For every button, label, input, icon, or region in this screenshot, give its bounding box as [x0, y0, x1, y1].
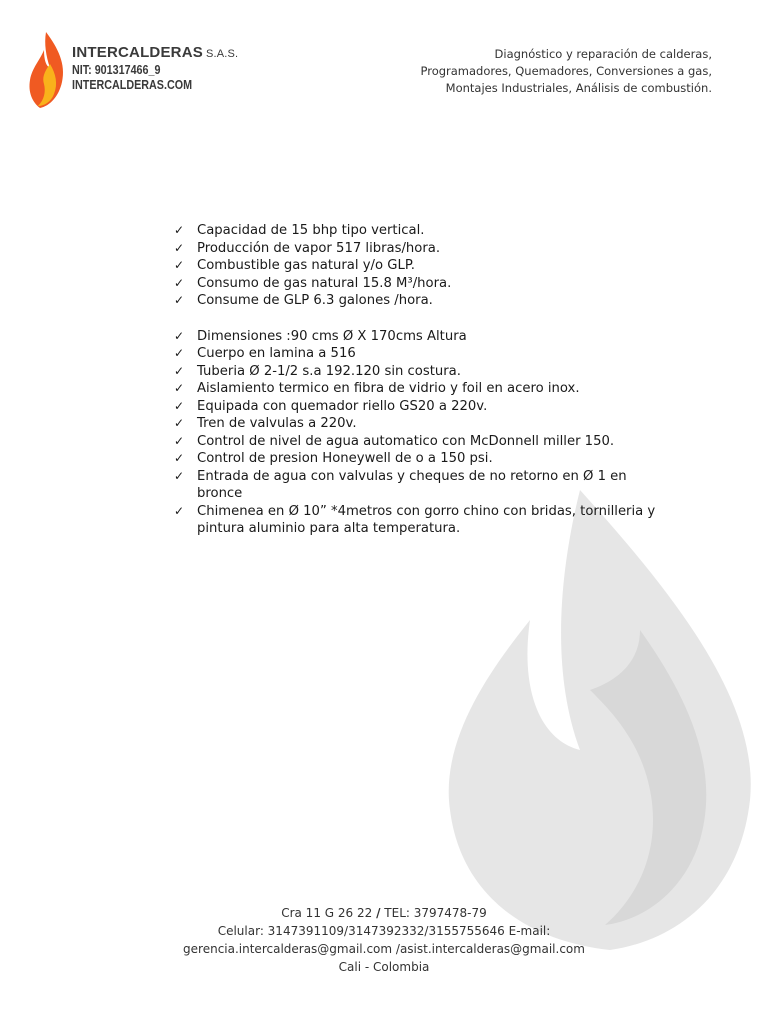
list-item	[174, 275, 664, 293]
spec-text: Tren de valvulas a 220v.	[197, 416, 357, 431]
spec-text: Control de presion Honeywell de o a 150 psi.	[197, 451, 493, 466]
spec-text: Combustible gas natural y/o GLP.	[197, 258, 415, 273]
check-icon: ✓	[174, 258, 185, 272]
spec-text: Chimenea en Ø 10” *4metros con gorro chino con bridas, tornilleria y pintura aluminio para alta temperatura.	[197, 503, 656, 536]
check-icon: ✓	[174, 451, 185, 465]
list-item	[174, 450, 664, 468]
flame-logo-icon	[28, 30, 68, 110]
check-icon: ✓	[174, 240, 185, 255]
services-line: Diagnóstico y reparación de calderas,	[494, 47, 712, 61]
company-suffix: S.A.S.	[205, 48, 239, 60]
check-icon: ✓	[174, 433, 185, 448]
services-line: Programadores, Quemadores, Conversiones a gas,	[420, 64, 712, 78]
spec-text: Consumo de gas natural 15.8 M³/hora.	[197, 275, 452, 291]
check-icon: ✓	[174, 468, 185, 483]
company-name-text: INTERCALDERAS	[72, 44, 203, 61]
check-icon: ✓	[174, 275, 185, 290]
spec-text: Aislamiento termico en fibra de vidrio y foil en acero inox.	[197, 381, 580, 396]
spec-text: Equipada con quemador riello GS20 a 220v.	[197, 398, 488, 414]
list-item	[174, 328, 664, 346]
list-item	[174, 398, 664, 416]
company-nit: NIT: 901317466_9	[72, 63, 161, 77]
list-item	[174, 345, 664, 363]
check-icon: ✓	[174, 381, 185, 395]
spec-text: Cuerpo en lamina a 516	[197, 346, 356, 361]
footer-separator: /	[376, 906, 381, 920]
services-block	[352, 46, 712, 97]
check-icon: ✓	[174, 503, 185, 518]
list-item	[174, 503, 664, 538]
check-icon: ✓	[174, 293, 185, 307]
check-icon: ✓	[174, 398, 185, 413]
company-brand	[72, 44, 238, 93]
list-item	[174, 415, 664, 433]
specs-list-construction	[174, 328, 664, 538]
check-icon: ✓	[174, 363, 185, 378]
footer-emails: gerencia.intercalderas@gmail.com /asist.intercalderas@gmail.com	[183, 942, 585, 956]
list-item	[174, 257, 664, 275]
contact-footer	[0, 904, 768, 976]
check-icon: ✓	[174, 416, 185, 430]
list-item	[174, 222, 664, 240]
spec-text: Entrada de agua con valvulas y cheques de no retorno en Ø 1 en bronce	[197, 468, 627, 501]
specs-section	[174, 222, 664, 538]
spec-text: Capacidad de 15 bhp tipo vertical.	[197, 223, 425, 238]
list-item	[174, 433, 664, 451]
footer-cell-email: Celular: 3147391109/3147392332/3155755646 E-mail:	[217, 924, 551, 938]
list-item	[174, 240, 664, 258]
list-item	[174, 380, 664, 398]
flame-watermark-icon	[430, 470, 760, 950]
list-item	[174, 363, 664, 381]
footer-city: Cali - Colombia	[338, 960, 430, 974]
services-line: Montajes Industriales, Análisis de combustión.	[445, 81, 712, 95]
check-icon: ✓	[174, 346, 185, 360]
spec-text: Dimensiones :90 cms Ø X 170cms Altura	[197, 328, 467, 344]
specs-list-capacity	[174, 222, 664, 310]
footer-address-line	[0, 904, 768, 922]
spec-text: Control de nivel de agua automatico con McDonnell miller 150.	[197, 433, 615, 449]
spec-text: Tuberia Ø 2-1/2 s.a 192.120 sin costura.	[197, 363, 461, 379]
spec-text: Consume de GLP 6.3 galones /hora.	[197, 293, 433, 308]
spec-text: Producción de vapor 517 libras/hora.	[197, 240, 441, 256]
check-icon: ✓	[174, 328, 185, 343]
check-icon: ✓	[174, 223, 185, 237]
list-item	[174, 292, 664, 310]
list-item	[174, 468, 664, 503]
company-website: INTERCALDERAS.COM	[72, 78, 193, 92]
footer-tel: TEL: 3797478-79	[384, 906, 487, 920]
footer-address: Cra 11 G 26 22	[281, 906, 373, 920]
company-name	[72, 44, 238, 63]
